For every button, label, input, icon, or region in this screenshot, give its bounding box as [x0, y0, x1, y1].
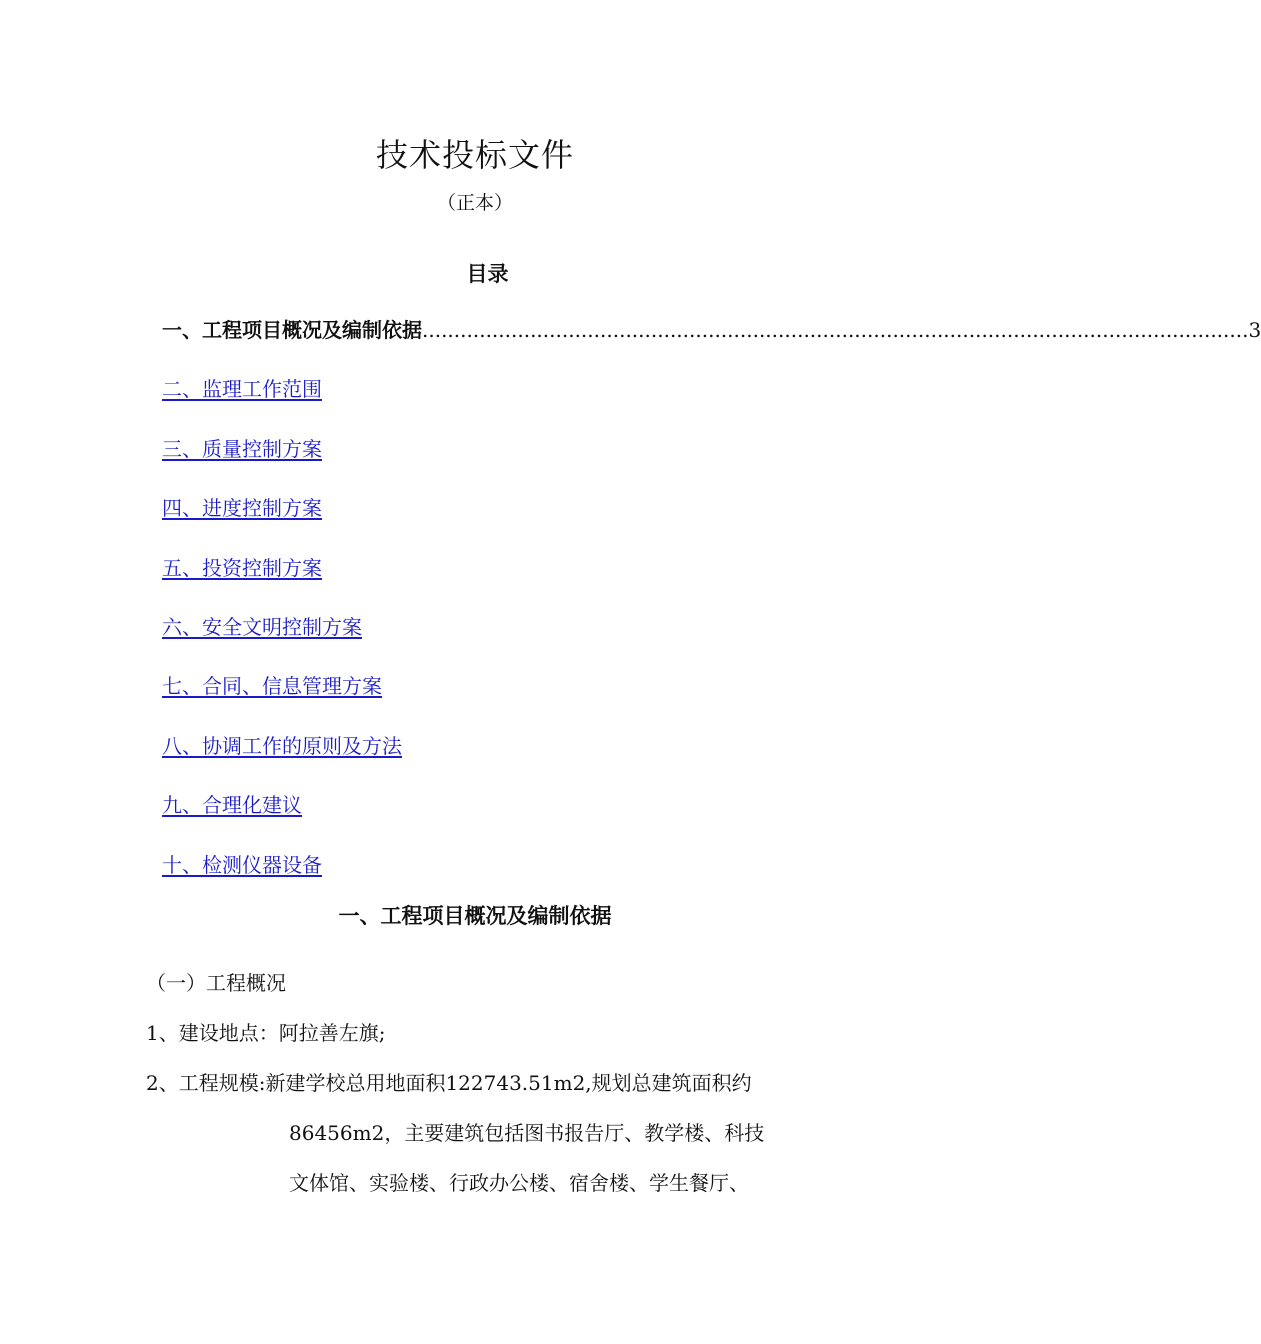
toc-link-contract-info[interactable]: 七、合同、信息管理方案 — [162, 674, 382, 699]
toc-link-investment[interactable]: 五、投资控制方案 — [162, 555, 322, 580]
document-subtitle: （正本） — [436, 192, 513, 214]
toc-item-6[interactable] — [162, 612, 808, 671]
toc-item-label: 一、工程项目概况及编制依据 — [162, 318, 422, 342]
toc-item-8[interactable] — [162, 731, 808, 790]
toc-item-5[interactable] — [162, 553, 808, 612]
toc-item-4[interactable] — [162, 493, 808, 552]
toc-link-coordination[interactable]: 八、协调工作的原则及方法 — [162, 733, 402, 758]
toc-item-7[interactable] — [162, 671, 808, 730]
toc-item-9[interactable] — [162, 790, 808, 849]
document-title: 技术投标文件 — [375, 136, 574, 174]
toc-link-equipment[interactable]: 十、检测仪器设备 — [162, 852, 322, 877]
toc-item-1[interactable] — [162, 315, 1261, 374]
paragraph-scale-line3: 文体馆、实验楼、行政办公楼、宿舍楼、学生餐厅、 — [289, 1171, 749, 1195]
toc-link-schedule[interactable]: 四、进度控制方案 — [162, 496, 322, 521]
toc-item-2[interactable] — [162, 374, 808, 433]
toc-link-suggestions[interactable]: 九、合理化建议 — [162, 793, 302, 818]
toc-page-number: 3 — [1248, 318, 1261, 342]
section-heading: 一、工程项目概况及编制依据 — [338, 904, 612, 928]
table-of-contents — [162, 315, 1261, 909]
paragraph-location: 1、建设地点：阿拉善左旗; — [146, 1021, 386, 1045]
sub-heading: （一）工程概况 — [146, 971, 286, 995]
toc-link-scope[interactable]: 二、监理工作范围 — [162, 377, 322, 402]
toc-dot-leader: .................................................................................................................................. — [422, 318, 1249, 342]
toc-link-quality[interactable]: 三、质量控制方案 — [162, 436, 322, 461]
paragraph-scale-line2: 86456m2，主要建筑包括图书报告厅、教学楼、科技 — [289, 1121, 765, 1145]
toc-link-safety[interactable]: 六、安全文明控制方案 — [162, 614, 362, 639]
toc-heading: 目录 — [466, 261, 509, 286]
paragraph-scale-line1: 2、工程规模:新建学校总用地面积122743.51m2,规划总建筑面积约 — [146, 1071, 752, 1095]
toc-item-3[interactable] — [162, 434, 808, 493]
